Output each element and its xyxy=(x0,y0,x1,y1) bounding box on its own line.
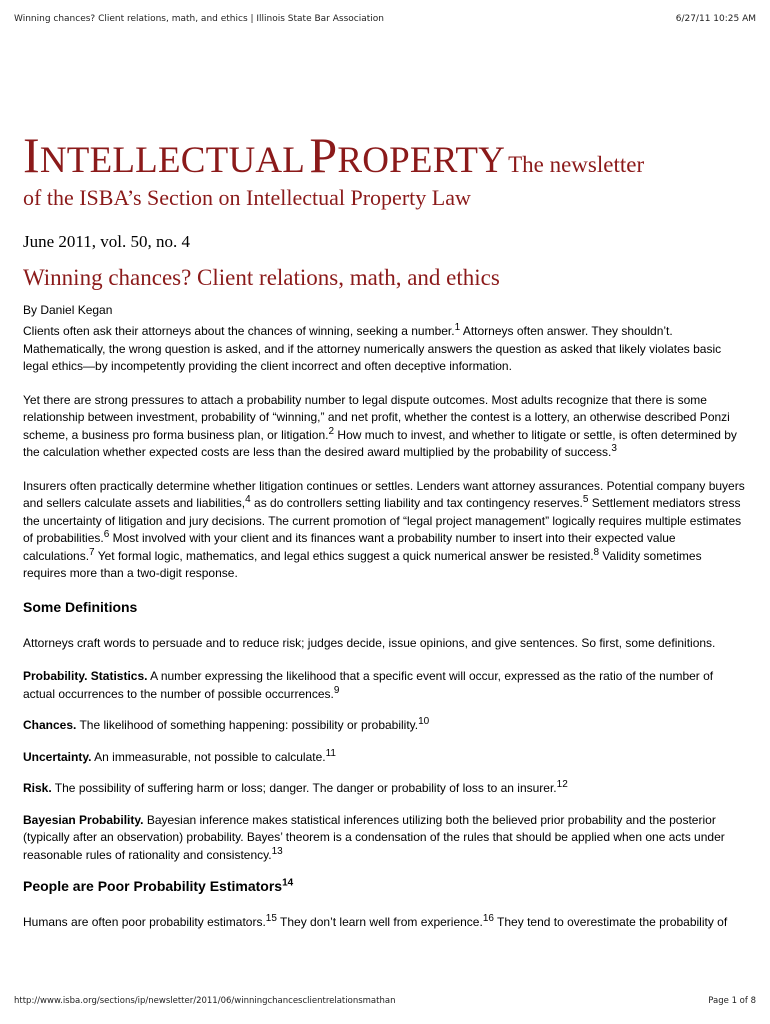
p3-text-a: Insurers often practically determine whether litigation continues or settles. Lenders want attorney assurances. Potential company buyers and sellers calculate assets and liabilities, xyxy=(23,478,745,511)
print-header-datetime: 6/27/11 10:25 AM xyxy=(675,14,756,24)
masthead-word-1-rest: NTELLECTUAL xyxy=(39,140,306,181)
footnote-ref-10[interactable]: 10 xyxy=(418,716,430,728)
p2-text-b: How much to invest, and whether to litigate or settle, is often determined by the calculation whether expected costs are less than the desired award multiplied by the probability of success. xyxy=(23,427,737,460)
paragraph-2 xyxy=(23,392,748,462)
p3-text-f: Validity sometimes requires more than a two-digit response. xyxy=(23,548,702,581)
footnote-ref-5[interactable]: 5 xyxy=(582,494,589,506)
footnote-ref-6[interactable]: 6 xyxy=(103,529,110,541)
footnote-ref-12[interactable]: 12 xyxy=(556,779,568,791)
footnote-ref-3[interactable]: 3 xyxy=(611,443,617,455)
p3-text-d: Most involved with your client and its finances want a probability number to insert into their expected value calculations. xyxy=(23,531,676,563)
definition-text: The possibility of suffering harm or loss; danger. The danger or probability of loss to an insurer. xyxy=(51,781,557,796)
p3-text-b: as do controllers setting liability and tax contingency reserves. xyxy=(250,496,583,511)
p1-text-a: Clients often ask their attorneys about the chances of winning, seeking a number. xyxy=(23,324,455,339)
page-content xyxy=(23,127,748,948)
definition-term: Chances. xyxy=(23,718,77,733)
p2-text-a: Yet there are strong pressures to attach a probability number to legal dispute outcomes. Most adults recognize that there is some relationship between investment, probability of “winning,” and net profit, whether the contest is a lottery, an otherwise described Ponzi scheme, a business pro forma business plan, or litigation. xyxy=(23,392,730,442)
p5-text-b: They don’t learn well from experience. xyxy=(276,915,483,930)
definition-text: An immeasurable, not possible to calculate. xyxy=(91,749,326,764)
definition-risk xyxy=(23,780,748,798)
print-footer-page: Page 1 of 8 xyxy=(708,996,756,1006)
definition-bayesian xyxy=(23,812,748,865)
print-header-title: Winning chances? Client relations, math, and ethics | Illinois State Bar Association xyxy=(14,14,384,24)
footnote-ref-4[interactable]: 4 xyxy=(245,494,251,506)
print-header xyxy=(14,14,756,24)
heading-people-poor-estimators xyxy=(23,878,748,894)
p5-text-c: They tend to overestimate the probability of xyxy=(493,915,728,930)
definition-term: Bayesian Probability. xyxy=(23,812,144,827)
definition-term: Risk. xyxy=(23,781,52,796)
masthead-initial-2: P xyxy=(309,127,338,183)
definition-probability xyxy=(23,668,748,703)
masthead-tail: The newsletter xyxy=(508,152,645,177)
footnote-ref-8[interactable]: 8 xyxy=(593,546,600,558)
definition-chances xyxy=(23,717,748,735)
footnote-ref-15[interactable]: 15 xyxy=(265,913,277,925)
definition-text: Bayesian inference makes statistical inferences utilizing both the believed prior probability and the posterior (typically after an observation) probability. Bayes’ theorem is a condensation of the rules that should be applied when one acts under reasonable rules of rationality and consistency. xyxy=(23,812,725,862)
paragraph-1 xyxy=(23,323,748,376)
paragraph-4: Attorneys craft words to persuade and to reduce risk; judges decide, issue opinions, and give sentences. So first, some definitions. xyxy=(23,635,716,650)
paragraph-3 xyxy=(23,478,748,583)
footnote-ref-16[interactable]: 16 xyxy=(482,913,494,925)
print-footer-url: http://www.isba.org/sections/ip/newsletter/2011/06/winningchancesclientrelationsmathan xyxy=(14,996,396,1006)
newsletter-subtitle: of the ISBA’s Section on Intellectual Property Law xyxy=(23,185,471,210)
definition-term: Probability. Statistics. xyxy=(23,669,148,684)
p3-text-e: Yet formal logic, mathematics, and legal ethics suggest a quick numerical answer be resisted. xyxy=(94,548,594,563)
masthead-initial-1: I xyxy=(23,127,40,183)
footnote-ref-13[interactable]: 13 xyxy=(271,845,283,857)
issue-link[interactable]: June 2011, vol. 50, no. 4 xyxy=(23,232,191,252)
p5-text-a: Humans are often poor probability estimators. xyxy=(23,915,266,930)
footnote-ref-2[interactable]: 2 xyxy=(328,425,335,437)
footnote-ref-11[interactable]: 11 xyxy=(325,747,336,759)
newsletter-masthead xyxy=(23,127,748,183)
p3-text-c: Settlement mediators stress the uncertainty of litigation and jury decisions. The current promotion of “legal project management” logically requires multiple estimates of probabilities. xyxy=(23,496,742,546)
definition-term: Uncertainty. xyxy=(23,749,92,764)
p1-text-b: Attorneys often answer. They shouldn’t. Mathematically, the wrong question is asked, and if the attorney numerically answers the question as asked that likely violates basic legal ethics—by incompetently providing the client incorrect and often deceptive information. xyxy=(23,324,722,374)
byline: By Daniel Kegan xyxy=(23,303,113,318)
footnote-ref-1[interactable]: 1 xyxy=(454,322,461,334)
definition-uncertainty xyxy=(23,749,748,767)
footnote-ref-14[interactable]: 14 xyxy=(282,877,294,889)
paragraph-5 xyxy=(23,914,748,932)
footnote-ref-9[interactable]: 9 xyxy=(333,684,340,696)
masthead-word-2-rest: ROPERTY xyxy=(337,140,506,181)
definition-text: The likelihood of something happening: possibility or probability. xyxy=(76,718,419,733)
footnote-ref-7[interactable]: 7 xyxy=(89,546,95,558)
heading-definitions: Some Definitions xyxy=(23,598,138,615)
article-title: Winning chances? Client relations, math, and ethics xyxy=(23,265,500,291)
definition-text: A number expressing the likelihood that a specific event will occur, expressed as the ratio of the number of actual occurrences to the number of possible occurrences. xyxy=(23,669,714,701)
print-footer xyxy=(14,996,756,1006)
heading-text: People are Poor Probability Estimators xyxy=(23,878,283,895)
